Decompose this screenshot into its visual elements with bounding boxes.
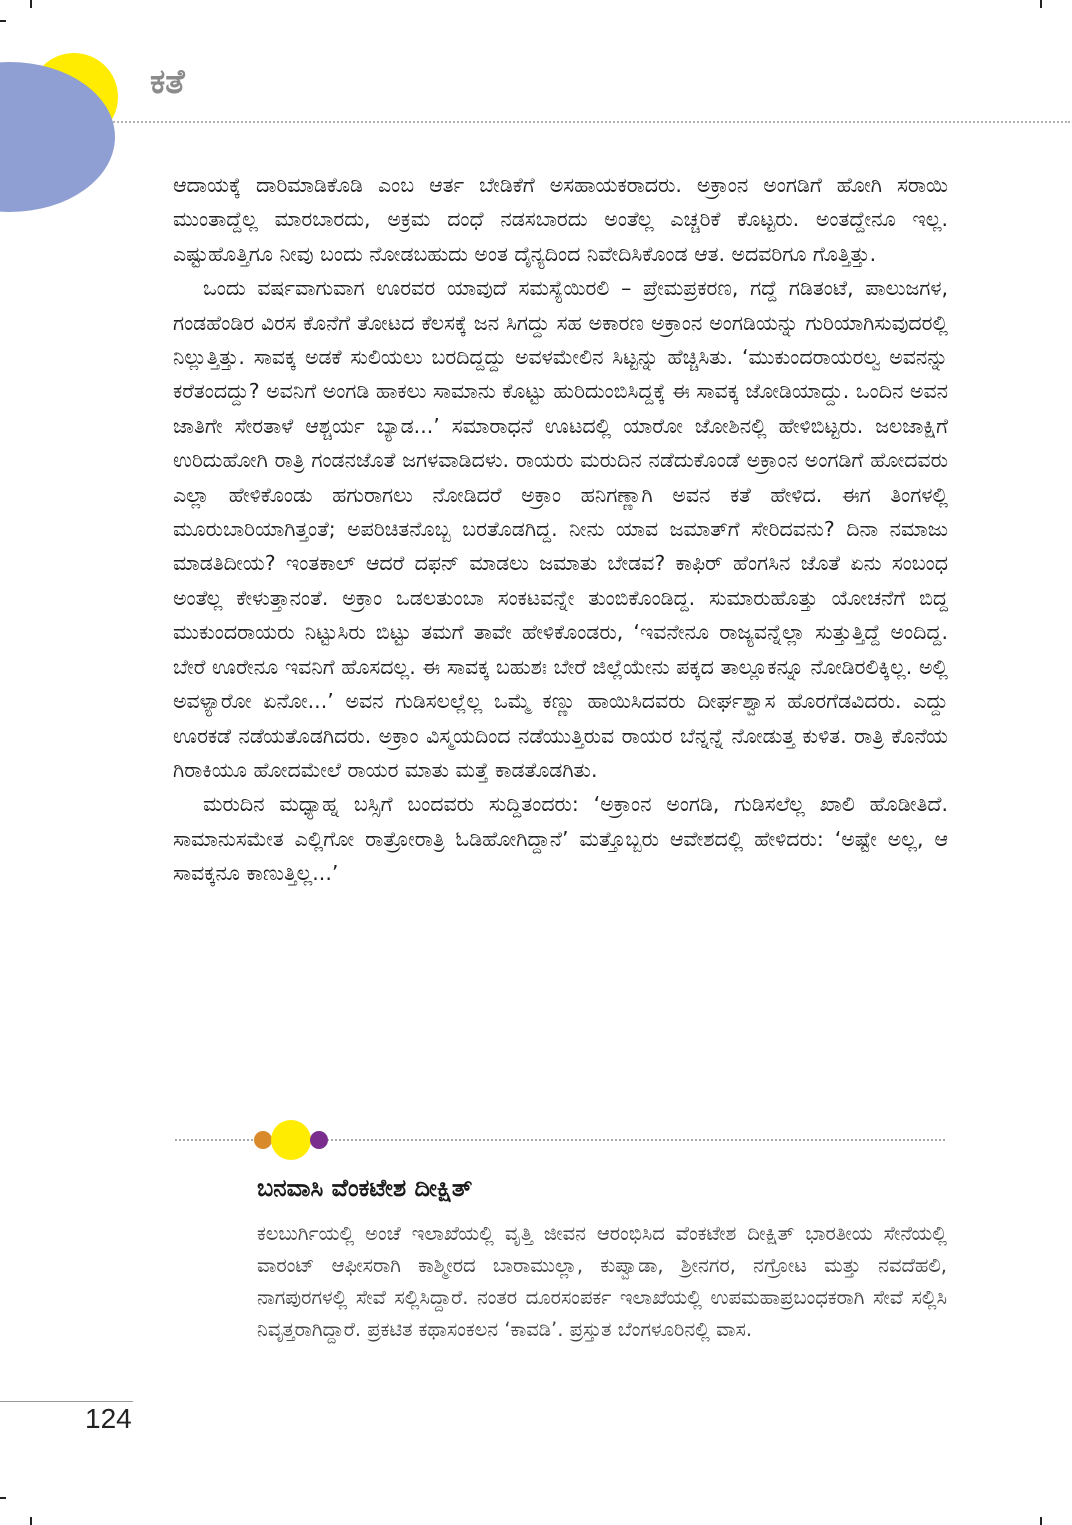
crop-mark-bottom-left <box>30 1517 32 1525</box>
story-paragraph: ಮರುದಿನ ಮಧ್ಯಾಹ್ನ ಬಸ್ಸಿಗೆ ಬಂದವರು ಸುದ್ದಿತಂದರು: ‘ಅಕ್ರಾಂನ ಅಂಗಡಿ, ಗುಡಿಸಲೆಲ್ಲ ಖಾಲಿ ಹೊಡೀತಿದೆ. ಸಾಮಾನುಸಮೇತ ಎಲ್ಲಿಗೋ ರಾತ್ರೋರಾತ್ರಿ ಓಡಿಹೋಗಿದ್ದಾನೆ’ ಮತ್ತೊಬ್ಬರು ಆವೇಶದಲ್ಲಿ ಹೇಳಿದರು: ‘ಅಷ್ಟೇ ಅಲ್ಲ, ಆ ಸಾವಕ್ಕನೂ ಕಾಣುತ್ತಿಲ್ಲ...’ <box>173 792 948 886</box>
purple-dot <box>310 1131 328 1149</box>
crop-mark-left-bottom <box>0 1497 6 1499</box>
section-title: ಕತೆ <box>150 62 185 102</box>
crop-mark-top-left <box>30 0 32 8</box>
yellow-dot <box>271 1120 311 1160</box>
author-bio: ಕಲಬುರ್ಗಿಯಲ್ಲಿ ಅಂಚೆ ಇಲಾಖೆಯಲ್ಲಿ ವೃತ್ತಿ ಜೀವನ ಆರಂಭಿಸಿದ ವೆಂಕಟೇಶ ದೀಕ್ಷಿತ್ ಭಾರತೀಯ ಸೇನೆಯಲ್ಲಿ ವಾರಂಟ್ ಆಫೀಸರಾಗಿ ಕಾಶ್ಮೀರದ ಬಾರಾಮುಲ್ಲಾ, ಕುಪ್ವಾಡಾ, ಶ್ರೀನಗರ, ನಗ್ರೋಟ ಮತ್ತು ನವದೆಹಲಿ, ನಾಗಪುರಗಳಲ್ಲಿ ಸೇವೆ ಸಲ್ಲಿಸಿದ್ದಾರೆ. ನಂತರ ದೂರಸಂಪರ್ಕ ಇಲಾಖೆಯಲ್ಲಿ ಉಪಮಹಾಪ್ರಬಂಧಕರಾಗಿ ಸೇವೆ ಸಲ್ಲಿಸಿ ನಿವೃತ್ತರಾಗಿದ್ದಾರೆ. ಪ್ರಕಟಿತ ಕಥಾಸಂಕಲನ ‘ಕಾವಡಿ’. ಪ್ರಸ್ತುತ ಬೆಂಗಳೂರಿನಲ್ಲಿ ವಾಸ. <box>257 1222 947 1341</box>
crop-mark-bottom-right <box>1040 1517 1042 1525</box>
author-name: ಬನವಾಸಿ ವೆಂಕಟೇಶ ದೀಕ್ಷಿತ್ <box>257 1174 473 1202</box>
crop-mark-left-top <box>0 20 6 22</box>
story-paragraph: ಆದಾಯಕ್ಕೆ ದಾರಿಮಾಡಿಕೊಡಿ ಎಂಬ ಆರ್ತ ಬೇಡಿಕೆಗೆ ಅಸಹಾಯಕರಾದರು. ಅಕ್ರಾಂನ ಅಂಗಡಿಗೆ ಹೋಗಿ ಸರಾಯಿ ಮುಂತಾದ್ದೆಲ್ಲ ಮಾರಬಾರದು, ಅಕ್ರಮ ದಂಧೆ ನಡಸಬಾರದು ಅಂತೆಲ್ಲ ಎಚ್ಚರಿಕೆ ಕೊಟ್ಟರು. ಅಂತದ್ದೇನೂ ಇಲ್ಲ. ಎಷ್ಟುಹೊತ್ತಿಗೂ ನೀವು ಬಂದು ನೋಡಬಹುದು ಅಂತ ದೈನ್ಯದಿಂದ ನಿವೇದಿಸಿಕೊಂಡ ಆತ. ಅದವರಿಗೂ ಗೊತ್ತಿತ್ತು. <box>173 173 948 266</box>
header-dotted-rule <box>110 121 1070 123</box>
page-number: 124 <box>85 1403 132 1434</box>
story-body <box>173 168 948 891</box>
story-paragraph: ಒಂದು ವರ್ಷವಾಗುವಾಗ ಊರವರ ಯಾವುದೆ ಸಮಸ್ಯೆಯಿರಲಿ – ಪ್ರೇಮಪ್ರಕರಣ, ಗದ್ದೆ ಗಡಿತಂಟೆ, ಪಾಲುಜಗಳ, ಗಂಡಹೆಂಡಿರ ವಿರಸ ಕೊನೆಗೆ ತೋಟದ ಕೆಲಸಕ್ಕೆ ಜನ ಸಿಗದ್ದು ಸಹ ಅಕಾರಣ ಅಕ್ರಾಂನ ಅಂಗಡಿಯನ್ನು ಗುರಿಯಾಗಿಸುವುದರಲ್ಲಿ ನಿಲ್ಲುತ್ತಿತ್ತು. ಸಾವಕ್ಕ ಅಡಕೆ ಸುಲಿಯಲು ಬರದಿದ್ದದ್ದು ಅವಳಮೇಲಿನ ಸಿಟ್ಟನ್ನು ಹೆಚ್ಚಿಸಿತು. ‘ಮುಕುಂದರಾಯರಲ್ವ ಅವನನ್ನು ಕರೆತಂದದ್ದು? ಅವನಿಗೆ ಅಂಗಡಿ ಹಾಕಲು ಸಾಮಾನು ಕೊಟ್ಟು ಹುರಿದುಂಬಿಸಿದ್ದಕ್ಕೆ ಈ ಸಾವಕ್ಕ ಜೋಡಿಯಾದ್ದು. ಒಂದಿನ ಅವನ ಜಾತಿಗೇ ಸೇರತಾಳೆ ಆಶ್ಚರ್ಯ ಬ್ಯಾಡ...’ ಸಮಾರಾಧನೆ ಊಟದಲ್ಲಿ ಯಾರೋ ಜೋಶಿನಲ್ಲಿ ಹೇಳಿಬಿಟ್ಟರು. ಜಲಜಾಕ್ಷಿಗೆ ಉರಿದುಹೋಗಿ ರಾತ್ರಿ ಗಂಡನಜೊತೆ ಜಗಳವಾಡಿದಳು. ರಾಯರು ಮರುದಿನ ನಡೆದುಕೊಂಡೆ ಅಕ್ರಾಂನ ಅಂಗಡಿಗೆ ಹೋದವರು ಎಲ್ಲಾ ಹೇಳಿಕೊಂಡು ಹಗುರಾಗಲು ನೋಡಿದರೆ ಅಕ್ರಾಂ ಹನಿಗಣ್ಣಾಗಿ ಅವನ ಕತೆ ಹೇಳಿದ. ಈಗ ತಿಂಗಳಲ್ಲಿ ಮೂರುಬಾರಿಯಾಗಿತ್ತಂತೆ; ಅಪರಿಚಿತನೊಬ್ಬ ಬರತೊಡಗಿದ್ದ. ನೀನು ಯಾವ ಜಮಾತ್‌ಗೆ ಸೇರಿದವನು? ದಿನಾ ನಮಾಜು ಮಾಡತಿದೀಯ? ಇಂತಕಾಲ್ ಆದರೆ ದಫನ್ ಮಾಡಲು ಜಮಾತು ಬೇಡವ? ಕಾಫಿರ್ ಹೆಂಗಸಿನ ಜೊತೆ ಏನು ಸಂಬಂಧ ಅಂತೆಲ್ಲ ಕೇಳುತ್ತಾನಂತೆ. ಅಕ್ರಾಂ ಒಡಲತುಂಬಾ ಸಂಕಟವನ್ನೇ ತುಂಬಿಕೊಂಡಿದ್ದ. ಸುಮಾರುಹೊತ್ತು ಯೋಚನೆಗೆ ಬಿದ್ದ ಮುಕುಂದರಾಯರು ನಿಟ್ಟುಸಿರು ಬಿಟ್ಟು ತಮಗೆ ತಾವೇ ಹೇಳಿಕೊಂಡರು, ‘ಇವನೇನೂ ರಾಜ್ಯವನ್ನೆಲ್ಲಾ ಸುತ್ತುತ್ತಿದ್ದೆ ಅಂದಿದ್ದ. ಬೇರೆ ಊರೇನೂ ಇವನಿಗೆ ಹೊಸದಲ್ಲ. ಈ ಸಾವಕ್ಕ ಬಹುಶಃ ಬೇರೆ ಜಿಲ್ಲೆಯೇನು ಪಕ್ಕದ ತಾಲ್ಲೂಕನ್ನೂ ನೋಡಿರಲಿಕ್ಕಿಲ್ಲ. ಅಲ್ಲಿ ಅವಳ್ಯಾರೋ ಏನೋ...’ ಅವನ ಗುಡಿಸಲಲ್ಲೆಲ್ಲ ಒಮ್ಮೆ ಕಣ್ಣು ಹಾಯಿಸಿದವರು ದೀರ್ಘಶ್ವಾಸ ಹೊರಗೆಡವಿದರು. ಎದ್ದು ಊರಕಡೆ ನಡೆಯತೊಡಗಿದರು. ಅಕ್ರಾಂ ವಿಸ್ಮಯದಿಂದ ನಡೆಯುತ್ತಿರುವ ರಾಯರ ಬೆನ್ನನ್ನೆ ನೋಡುತ್ತ ಕುಳಿತ. ರಾತ್ರಿ ಕೊನೆಯ ಗಿರಾಕಿಯೂ ಹೋದಮೇಲೆ ರಾಯರ ಮಾತು ಮತ್ತೆ ಕಾಡತೊಡಗಿತು. <box>173 276 948 782</box>
orange-dot <box>254 1131 272 1149</box>
crop-mark-top-right <box>1040 0 1042 8</box>
